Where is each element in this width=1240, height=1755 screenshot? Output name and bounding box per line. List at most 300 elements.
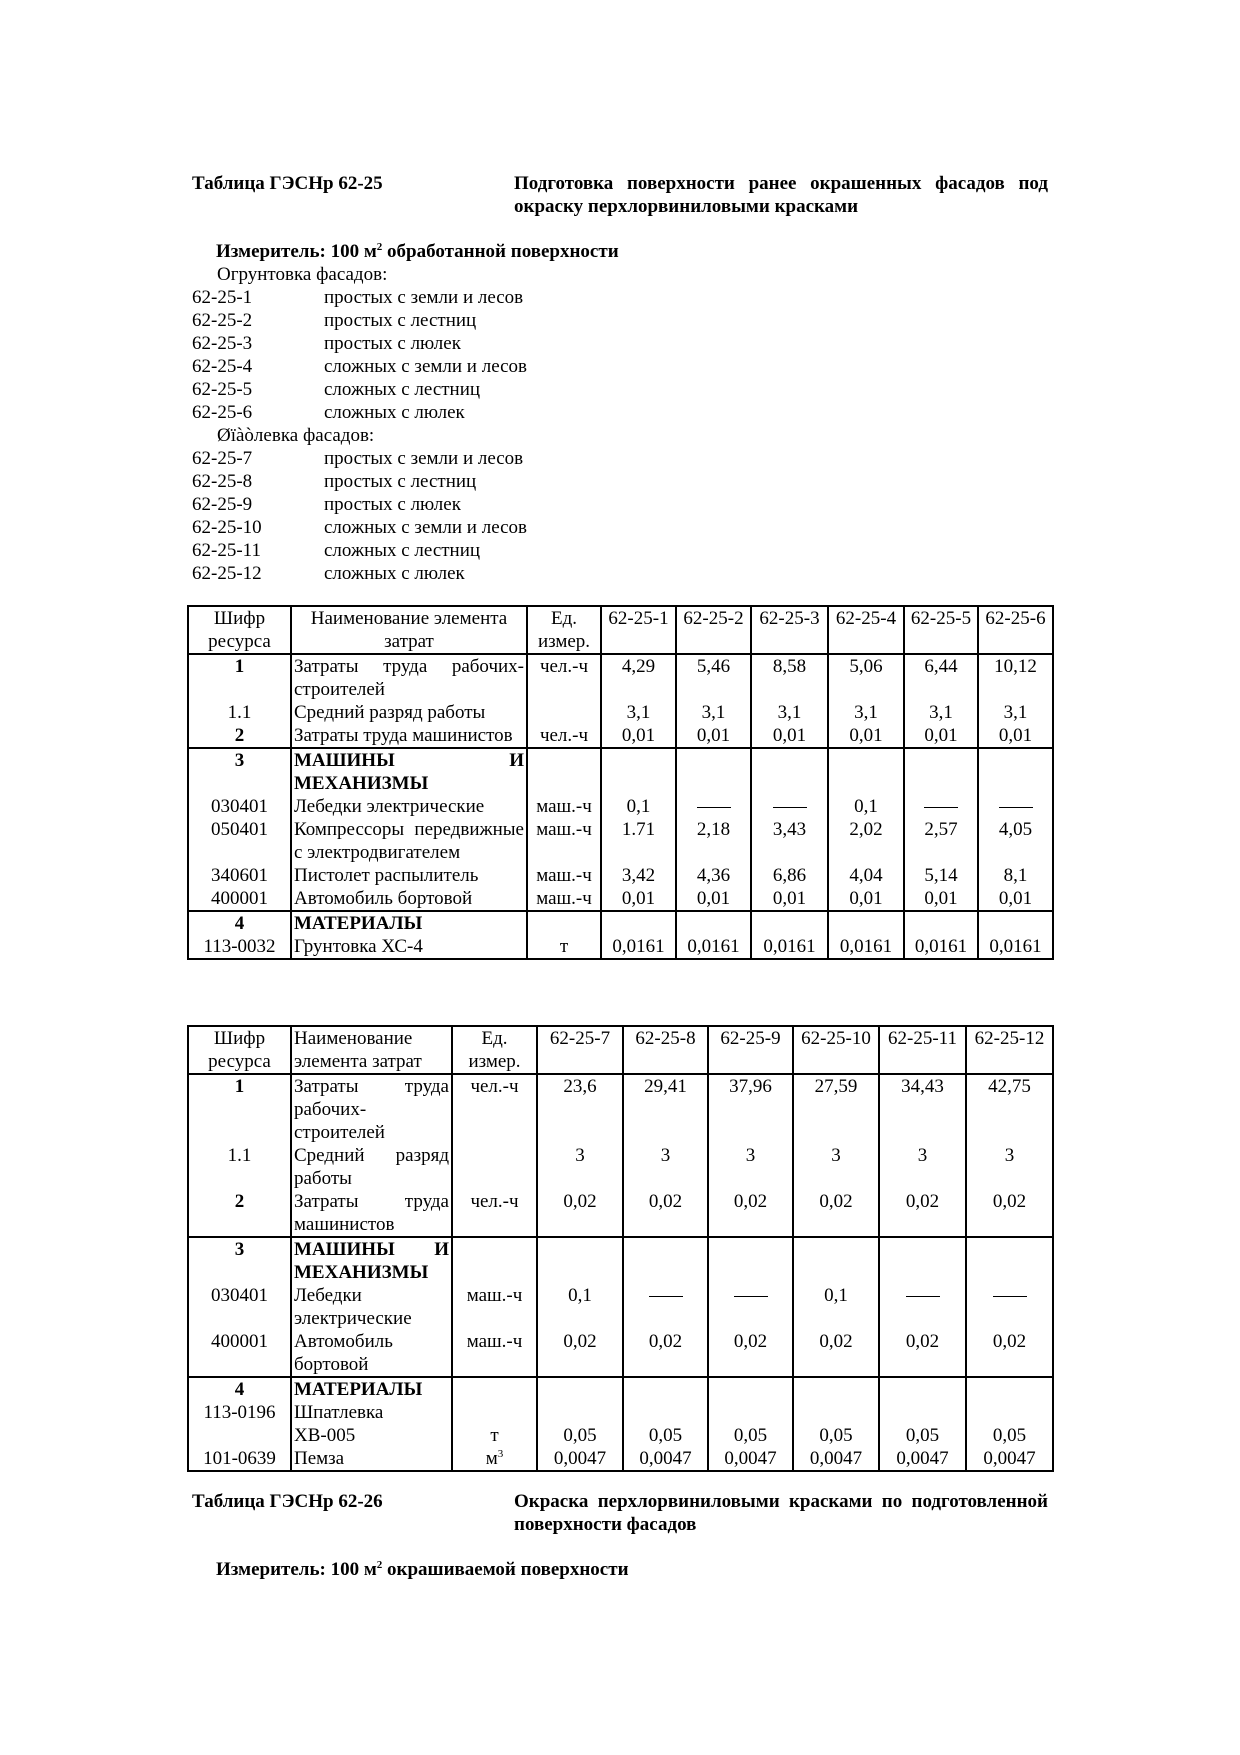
value-cell (978, 724, 1053, 748)
value-cell (537, 1377, 623, 1401)
value: 0,0161 (989, 936, 1042, 957)
dash-value (999, 807, 1033, 808)
column-header: 62-25-11 (879, 1026, 966, 1074)
value-cell (879, 1447, 966, 1471)
value-cell (751, 748, 828, 795)
measure-suffix: окрашиваемой поверхности (382, 1559, 629, 1580)
value-cell (537, 1330, 623, 1377)
value-cell (879, 1377, 966, 1401)
value-cell (601, 701, 676, 724)
value-cell (601, 748, 676, 795)
unit (527, 911, 601, 935)
item-text: простых с люлек (324, 494, 461, 515)
resource-name: МАШИНЫ И МЕХАНИЗМЫ (291, 1237, 452, 1284)
unit (527, 818, 601, 864)
dash-value (773, 807, 807, 808)
value: 6,44 (924, 656, 958, 677)
table-title: Подготовка поверхности ранее окрашенных фасадов под окраску перхлорвиниловыми красками (514, 173, 1048, 217)
unit-text: чел.-ч (470, 1191, 519, 1212)
item-code: 62-25-11 (192, 540, 261, 561)
value-cell (966, 1447, 1053, 1471)
value-cell (751, 864, 828, 887)
value-cell (601, 818, 676, 864)
value-cell (623, 1330, 708, 1377)
resource-name: Затраты труда машинистов (291, 724, 527, 748)
table-row (188, 748, 1053, 795)
value: 0,01 (998, 725, 1033, 746)
value-cell (828, 935, 904, 959)
unit (452, 1330, 537, 1377)
value: 0,02 (905, 1331, 940, 1352)
unit (527, 864, 601, 887)
value: 5,46 (696, 656, 731, 677)
value-cell (601, 911, 676, 935)
list-item (192, 539, 527, 562)
value: 3,1 (701, 702, 726, 723)
value: 10,12 (994, 656, 1037, 677)
value-cell (978, 818, 1053, 864)
resource-code: 1.1 (188, 1144, 291, 1190)
column-header: Шифр ресурса (188, 606, 291, 654)
value-cell (708, 1237, 793, 1284)
item-code: 62-25-5 (192, 379, 253, 400)
table-row (188, 1144, 1053, 1190)
measure-prefix: Измеритель: 100 м (216, 1559, 377, 1580)
resource-code: 030401 (188, 795, 291, 818)
group-heading: Øïàòлевка фасадов: (217, 425, 375, 446)
value: 0,05 (648, 1425, 683, 1446)
list-item (192, 516, 527, 539)
measure-sup: 2 (376, 241, 383, 253)
value: 0,02 (992, 1331, 1027, 1352)
value-cell (904, 887, 978, 911)
item-text: простых с земли и лесов (324, 287, 524, 308)
value-cell (676, 887, 751, 911)
value: 5,14 (924, 865, 958, 886)
item-code: 62-25-10 (192, 517, 262, 538)
value-cell (708, 1377, 793, 1401)
resource-code: 400001 (188, 1330, 291, 1377)
resource-code: 4 (188, 1377, 291, 1401)
value-cell (904, 911, 978, 935)
value-cell (708, 1330, 793, 1377)
resource-code: 050401 (188, 818, 291, 864)
value: 8,1 (1003, 865, 1028, 886)
value-cell (708, 1284, 793, 1330)
value: 37,96 (729, 1076, 772, 1097)
value-cell (793, 1284, 879, 1330)
column-header: Ед. измер. (452, 1026, 537, 1074)
value: 0,01 (924, 888, 958, 909)
value-cell (708, 1401, 793, 1447)
value-cell (537, 1284, 623, 1330)
list-item (192, 286, 527, 309)
value: 3,1 (854, 702, 878, 723)
table-label: Таблица ГЭСНр 62-26 (192, 1491, 383, 1512)
dash-value (924, 807, 958, 808)
value-cell (828, 701, 904, 724)
value-cell (978, 748, 1053, 795)
value: 3,1 (1003, 702, 1028, 723)
column-header: Наименование элемента затрат (291, 606, 527, 654)
value-cell (879, 1237, 966, 1284)
unit-text: маш.-ч (536, 819, 592, 840)
value-cell (966, 1330, 1053, 1377)
value: 2,02 (849, 819, 883, 840)
item-code: 62-25-3 (192, 333, 253, 354)
value-cell (751, 654, 828, 701)
dash-value (734, 1296, 768, 1297)
value: 0,1 (824, 1285, 848, 1306)
column-header: 62-25-3 (751, 606, 828, 654)
value-cell (966, 1237, 1053, 1284)
value: 0,02 (819, 1331, 853, 1352)
unit-text: т (559, 936, 569, 957)
resource-code: 3 (188, 1237, 291, 1284)
unit (527, 748, 601, 795)
value-cell (676, 654, 751, 701)
value-cell (879, 1144, 966, 1190)
value: 0,01 (696, 725, 731, 746)
value: 34,43 (901, 1076, 944, 1097)
value-cell (623, 1447, 708, 1471)
value-cell (828, 654, 904, 701)
value-cell (828, 724, 904, 748)
unit (452, 1377, 537, 1401)
value: 0,05 (819, 1425, 853, 1446)
value-cell (904, 724, 978, 748)
value: 0,05 (992, 1425, 1027, 1446)
value-cell (966, 1144, 1053, 1190)
resource-name: Средний разряд работы (291, 1144, 452, 1190)
resource-code: 400001 (188, 887, 291, 911)
list-item (192, 332, 527, 355)
value: 0,02 (992, 1191, 1027, 1212)
value-cell (708, 1447, 793, 1471)
value: 5,06 (849, 656, 883, 677)
value-cell (537, 1074, 623, 1144)
item-code: 62-25-4 (192, 356, 253, 377)
resource-code: 3 (188, 748, 291, 795)
table-row (188, 1237, 1053, 1284)
item-text: простых с люлек (324, 333, 461, 354)
value-cell (751, 795, 828, 818)
value-cell (676, 818, 751, 864)
resource-code: 340601 (188, 864, 291, 887)
value-cell (828, 818, 904, 864)
resource-name: МАТЕРИАЛЫ (291, 1377, 452, 1401)
value: 0,02 (733, 1331, 768, 1352)
value-cell (708, 1190, 793, 1237)
value-cell (793, 1237, 879, 1284)
value: 0,01 (998, 888, 1033, 909)
value-cell (904, 748, 978, 795)
value: 0,01 (621, 888, 656, 909)
value-cell (966, 1401, 1053, 1447)
unit (452, 1190, 537, 1237)
value: 0,02 (648, 1331, 683, 1352)
measure-prefix: Измеритель: 100 м (216, 241, 377, 262)
resource-name: Лебедки электрические (291, 1284, 452, 1330)
value-cell (904, 795, 978, 818)
value-cell (879, 1284, 966, 1330)
value: 3,43 (772, 819, 807, 840)
column-header: 62-25-6 (978, 606, 1053, 654)
value: 3 (1004, 1145, 1015, 1166)
item-text: простых с лестниц (324, 471, 477, 492)
unit (452, 1237, 537, 1284)
group-heading: Огрунтовка фасадов: (217, 264, 388, 285)
resource-name: Пистолет распылитель (291, 864, 527, 887)
value: 3 (575, 1145, 585, 1166)
value: 3,1 (777, 702, 802, 723)
item-code: 62-25-9 (192, 494, 253, 515)
table-row (188, 887, 1053, 911)
resource-code: 1 (188, 654, 291, 701)
work-list (192, 263, 527, 585)
dash-value (697, 807, 731, 808)
value: 0,1 (568, 1285, 592, 1306)
value-cell (676, 748, 751, 795)
item-text: сложных с люлек (324, 563, 465, 584)
dash-value (649, 1296, 683, 1297)
value-cell (708, 1074, 793, 1144)
value-cell (537, 1401, 623, 1447)
value: 0,01 (924, 725, 958, 746)
value: 3,1 (929, 702, 953, 723)
table-row (188, 1330, 1053, 1377)
value: 29,41 (644, 1076, 687, 1097)
unit (527, 701, 601, 724)
value: 0,01 (772, 888, 807, 909)
value: 0,0161 (914, 936, 968, 957)
value-cell (879, 1190, 966, 1237)
header-row (188, 606, 1053, 654)
table-row (188, 1284, 1053, 1330)
resource-name: Грунтовка ХС-4 (291, 935, 527, 959)
item-code: 62-25-6 (192, 402, 253, 423)
unit-text: т (490, 1425, 499, 1446)
measure-suffix: обработанной поверхности (382, 241, 619, 262)
value-cell (708, 1144, 793, 1190)
value-cell (793, 1074, 879, 1144)
value-cell (601, 887, 676, 911)
unit-sup: 3 (497, 1448, 504, 1460)
value-cell (623, 1377, 708, 1401)
value: 0,0047 (809, 1448, 863, 1469)
value: 0,1 (626, 796, 651, 817)
column-header: Шифр ресурса (188, 1026, 291, 1074)
value: 0,0047 (896, 1448, 949, 1469)
table-row (188, 1190, 1053, 1237)
item-code: 62-25-2 (192, 310, 253, 331)
value-cell (751, 935, 828, 959)
list-item (192, 493, 527, 516)
resource-name: Затраты труда машинистов (291, 1190, 452, 1237)
column-header: 62-25-10 (793, 1026, 879, 1074)
value: 0,05 (905, 1425, 940, 1446)
value-cell (623, 1284, 708, 1330)
value-cell (793, 1377, 879, 1401)
resource-name: Затраты труда рабочих-строителей (291, 654, 527, 701)
value: 3 (831, 1145, 841, 1166)
resource-code: 1 (188, 1074, 291, 1144)
value-cell (966, 1377, 1053, 1401)
resource-table-1 (187, 605, 1054, 960)
value-cell (793, 1190, 879, 1237)
value-cell (966, 1190, 1053, 1237)
column-header: 62-25-12 (966, 1026, 1053, 1074)
value-cell (904, 654, 978, 701)
unit-text: чел.-ч (470, 1076, 519, 1097)
value: 4,04 (849, 865, 883, 886)
value: 4,05 (998, 819, 1033, 840)
value: 3 (745, 1145, 756, 1166)
value-cell (978, 887, 1053, 911)
unit-text: маш.-ч (466, 1331, 523, 1352)
value-cell (904, 701, 978, 724)
value: 0,0161 (612, 936, 665, 957)
value: 2,18 (696, 819, 731, 840)
item-text: сложных с земли и лесов (324, 356, 528, 377)
value-cell (978, 935, 1053, 959)
unit-text: чел.-ч (539, 656, 589, 677)
value: 1.71 (621, 819, 656, 840)
unit (527, 887, 601, 911)
table-row (188, 701, 1053, 724)
value: 0,02 (733, 1191, 768, 1212)
value: 0,02 (905, 1191, 940, 1212)
value: 3 (917, 1145, 928, 1166)
column-header: 62-25-4 (828, 606, 904, 654)
value: 0,0047 (553, 1448, 607, 1469)
value: 0,01 (621, 725, 656, 746)
measure-sup: 2 (376, 1559, 383, 1571)
value-cell (676, 864, 751, 887)
list-item (192, 470, 527, 493)
resource-name: МАШИНЫ И МЕХАНИЗМЫ (291, 748, 527, 795)
unit-text: маш.-ч (466, 1285, 523, 1306)
value: 4,36 (696, 865, 731, 886)
value-cell (978, 701, 1053, 724)
value-cell (537, 1144, 623, 1190)
value: 0,0161 (763, 936, 816, 957)
value-cell (828, 748, 904, 795)
item-code: 62-25-8 (192, 471, 253, 492)
value-cell (828, 864, 904, 887)
value-cell (978, 911, 1053, 935)
value-cell (623, 1074, 708, 1144)
value: 0,0047 (724, 1448, 777, 1469)
resource-code: 4 (188, 911, 291, 935)
resource-name: Шпатлевка ХВ-005 (291, 1401, 452, 1447)
value: 0,02 (563, 1191, 597, 1212)
unit (527, 654, 601, 701)
unit-text: чел.-ч (539, 725, 589, 746)
table-row (188, 795, 1053, 818)
value-cell (793, 1447, 879, 1471)
value: 6,86 (772, 865, 807, 886)
value-cell (879, 1401, 966, 1447)
item-text: сложных с лестниц (324, 540, 481, 561)
value-cell (966, 1074, 1053, 1144)
value: 0,02 (563, 1331, 597, 1352)
value-cell (623, 1144, 708, 1190)
value-cell (966, 1284, 1053, 1330)
value: 0,0161 (839, 936, 893, 957)
unit (452, 1447, 537, 1471)
table-row (188, 1447, 1053, 1471)
resource-name: Затраты труда рабочих-строителей (291, 1074, 452, 1144)
resource-name: Пемза (291, 1447, 452, 1471)
item-text: простых с земли и лесов (324, 448, 524, 469)
value: 0,01 (849, 888, 883, 909)
table-row (188, 1377, 1053, 1401)
value-cell (537, 1447, 623, 1471)
resource-code: 113-0032 (188, 935, 291, 959)
value-cell (601, 795, 676, 818)
value-cell (828, 795, 904, 818)
value-cell (879, 1330, 966, 1377)
value: 0,1 (854, 796, 878, 817)
value-cell (537, 1237, 623, 1284)
column-header: 62-25-5 (904, 606, 978, 654)
list-item (192, 378, 527, 401)
value: 0,01 (849, 725, 883, 746)
table-row (188, 1401, 1053, 1447)
value-cell (904, 935, 978, 959)
list-item (192, 447, 527, 470)
table-row (188, 864, 1053, 887)
table-row (188, 724, 1053, 748)
list-item (192, 309, 527, 332)
unit-text: м (485, 1448, 498, 1469)
value-cell (623, 1237, 708, 1284)
value-cell (676, 701, 751, 724)
value: 42,75 (988, 1076, 1031, 1097)
value-cell (904, 864, 978, 887)
value: 0,05 (563, 1425, 597, 1446)
value: 23,6 (563, 1076, 597, 1097)
value-cell (978, 795, 1053, 818)
resource-name: Автомобиль бортовой (291, 887, 527, 911)
unit-text: маш.-ч (536, 796, 592, 817)
value-cell (751, 911, 828, 935)
value-cell (623, 1190, 708, 1237)
value: 0,02 (648, 1191, 683, 1212)
value: 3,42 (621, 865, 656, 886)
value-cell (793, 1330, 879, 1377)
value-cell (828, 911, 904, 935)
unit (527, 724, 601, 748)
table-label: Таблица ГЭСНр 62-25 (192, 173, 383, 194)
resource-name: МАТЕРИАЛЫ (291, 911, 527, 935)
table-row (188, 654, 1053, 701)
value: 27,59 (814, 1076, 858, 1097)
resource-name: Компрессоры передвижные с электродвигателем (291, 818, 527, 864)
value: 0,05 (733, 1425, 768, 1446)
list-item (192, 355, 527, 378)
value-cell (676, 724, 751, 748)
unit (452, 1401, 537, 1447)
resource-name: Средний разряд работы (291, 701, 527, 724)
resource-code: 030401 (188, 1284, 291, 1330)
list-item (192, 401, 527, 424)
item-code: 62-25-12 (192, 563, 262, 584)
value: 3 (660, 1145, 671, 1166)
table-row (188, 1074, 1053, 1144)
resource-code: 2 (188, 1190, 291, 1237)
